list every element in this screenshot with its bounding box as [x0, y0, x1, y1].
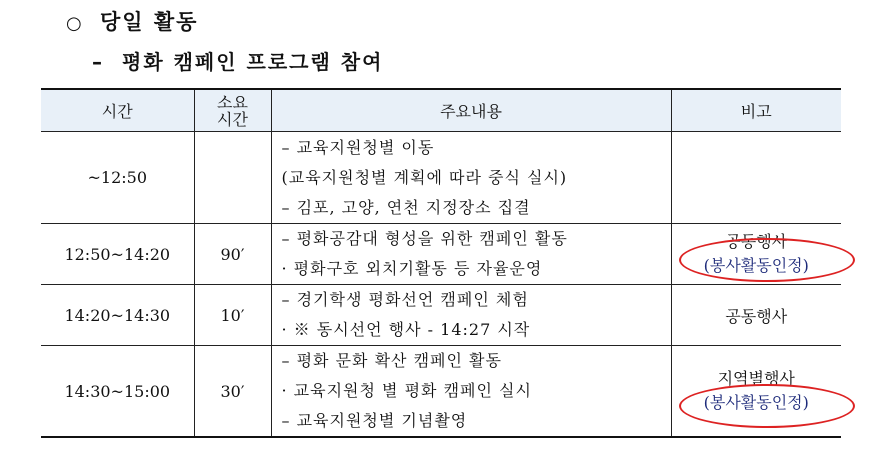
table-row [41, 224, 841, 285]
duration-cell: 90′ [194, 224, 271, 285]
volunteer-recognition-label: (봉사활동인정) [703, 256, 809, 275]
duration-cell [194, 132, 271, 224]
content-cell [271, 224, 671, 285]
header-remarks: 비고 [671, 89, 841, 132]
header-duration-line1: 소요 [217, 92, 248, 112]
content-line: (교육지원청별 계획에 따라 중식 실시) [281, 167, 568, 187]
subsection-heading [92, 46, 383, 75]
content-line: · 평화구호 외치기활동 등 자율운영 [281, 259, 543, 278]
duration-cell: 10′ [194, 285, 271, 346]
remarks-cell [671, 132, 841, 224]
table-row [41, 285, 841, 346]
remarks-cell [671, 346, 841, 438]
section-title: 당일 활동 [100, 10, 199, 34]
time-cell: ~12:50 [41, 132, 194, 224]
remark-label: 공동행사 [725, 232, 788, 251]
content-line: · 교육지원청 별 평화 캠페인 실시 [281, 381, 532, 400]
duration-cell: 30′ [194, 346, 271, 438]
subsection-title: 평화 캠페인 프로그램 참여 [122, 50, 384, 74]
circle-bullet-icon: ○ [66, 13, 84, 34]
highlight-oval [679, 238, 855, 282]
table-header-row [41, 89, 841, 132]
header-time: 시간 [41, 89, 194, 132]
content-cell [271, 346, 671, 438]
header-duration [194, 89, 271, 132]
dash-bullet-icon: – [92, 50, 104, 74]
time-cell: 12:50~14:20 [41, 224, 194, 285]
table-row [41, 132, 841, 224]
volunteer-recognition-label: (봉사활동인정) [703, 393, 809, 412]
content-cell [271, 285, 671, 346]
schedule-table [41, 88, 841, 438]
time-cell: 14:20~14:30 [41, 285, 194, 346]
remark-label: 지역별행사 [717, 369, 795, 388]
time-cell: 14:30~15:00 [41, 346, 194, 438]
highlight-oval [679, 384, 855, 428]
remarks-cell [671, 224, 841, 285]
content-line: · ※ 동시선언 행사 - 14:27 시작 [281, 320, 531, 339]
section-heading [66, 6, 198, 36]
content-line: – 평화공감대 형성을 위한 캠페인 활동 [281, 229, 568, 248]
content-line: – 평화 문화 확산 캠페인 활동 [281, 351, 502, 370]
content-line: – 교육지원청별 이동 [281, 137, 435, 157]
table-row [41, 346, 841, 438]
content-cell [271, 132, 671, 224]
content-line: – 김포, 고양, 연천 지정장소 집결 [281, 197, 531, 217]
header-duration-line2: 시간 [217, 109, 248, 129]
remarks-cell: 공동행사 [671, 285, 841, 346]
content-line: – 교육지원청별 기념촬영 [281, 411, 468, 430]
header-content: 주요내용 [271, 89, 671, 132]
content-line: – 경기학생 평화선언 캠페인 체험 [281, 290, 529, 309]
